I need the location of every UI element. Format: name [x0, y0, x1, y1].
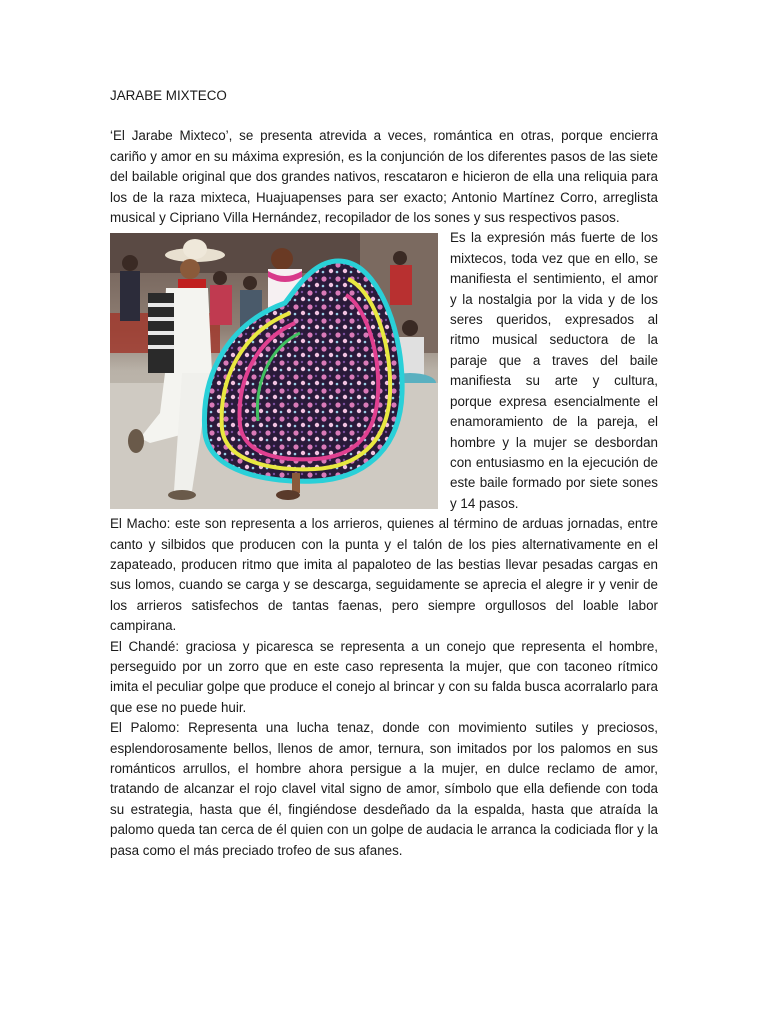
section-palomo: El Palomo: Representa una lucha tenaz, donde con movimiento sutiles y preciosos, esplendorosamente bellos, llenos de amor, ternura, son imitados por los palomos en sus románticos arrullos, el hombre ahora persigue a la mujer, en dulce reclamo de amor, tratando de alcanzar el rojo clavel vital signo de amor, símbolo que ella defiende con toda su estrategia, hasta que él, fingiéndose desdeñado da la espalda, hasta que atraída la palomo queda tan cerca de él quien con un golpe de audacia le arranca la codiciada flor y la pasa como el más preciado trofeo de sus afanes. — [110, 720, 658, 858]
document-title: JARABE MIXTECO — [110, 88, 227, 103]
section-macho: El Macho: este son representa a los arrieros, quienes al término de arduas jornadas, entre canto y silbidos que producen con la punta y el talón de los pies alternativamente en el zapateado, producen ritmo que imita al papaloteo de las bestias llevar pesadas cargas en sus lomos, cuando se carga y se descarga, seguidamente se aprecia el alegre ir y venir de los arrieros satisfechos de tantas faenas, pero siempre orgullosos del loable labor campirana. — [110, 516, 658, 634]
wrap-paragraph: Es la expresión más fuerte de los mixtecos, toda vez que en ello, se manifiesta el sentimiento, el amor y la nostalgia por la vida y de los seres queridos, expresados al ritmo musical seductora de la paraje que a traves del baile manifiesta su arte y cultura, porque expresa esencialmente el enamoramiento de la pareja, el hombre y la mujer se desbordan con entusiasmo en la ejecución de este baile formado por siete sones y 14 pasos. — [450, 230, 658, 511]
document-body — [110, 126, 658, 861]
dancers-photo — [110, 233, 438, 509]
section-chande: El Chandé: graciosa y picaresca se representa a un conejo que representa el hombre, perseguido por un zorro que en este caso representa la mujer, que con taconeo rítmico imita el peculiar golpe que produce el conejo al brincar y con su falda busca acorralarlo para que ese no puede huir. — [110, 638, 658, 715]
intro-paragraph: ‘El Jarabe Mixteco’, se presenta atrevida a veces, romántica en otras, porque encierra cariño y amor en su máxima expresión, es la conjunción de los diferentes pasos de las siete del bailable original que dos grandes nativos, rescataron e hicieron de ella una reliquia para los de la raza mixteca, Huajuapenses para ser exacto; Antonio Martínez Corro, arreglista musical y Cipriano Villa Hernández, recopilador de los sones y sus respectivos pasos. — [110, 128, 658, 226]
